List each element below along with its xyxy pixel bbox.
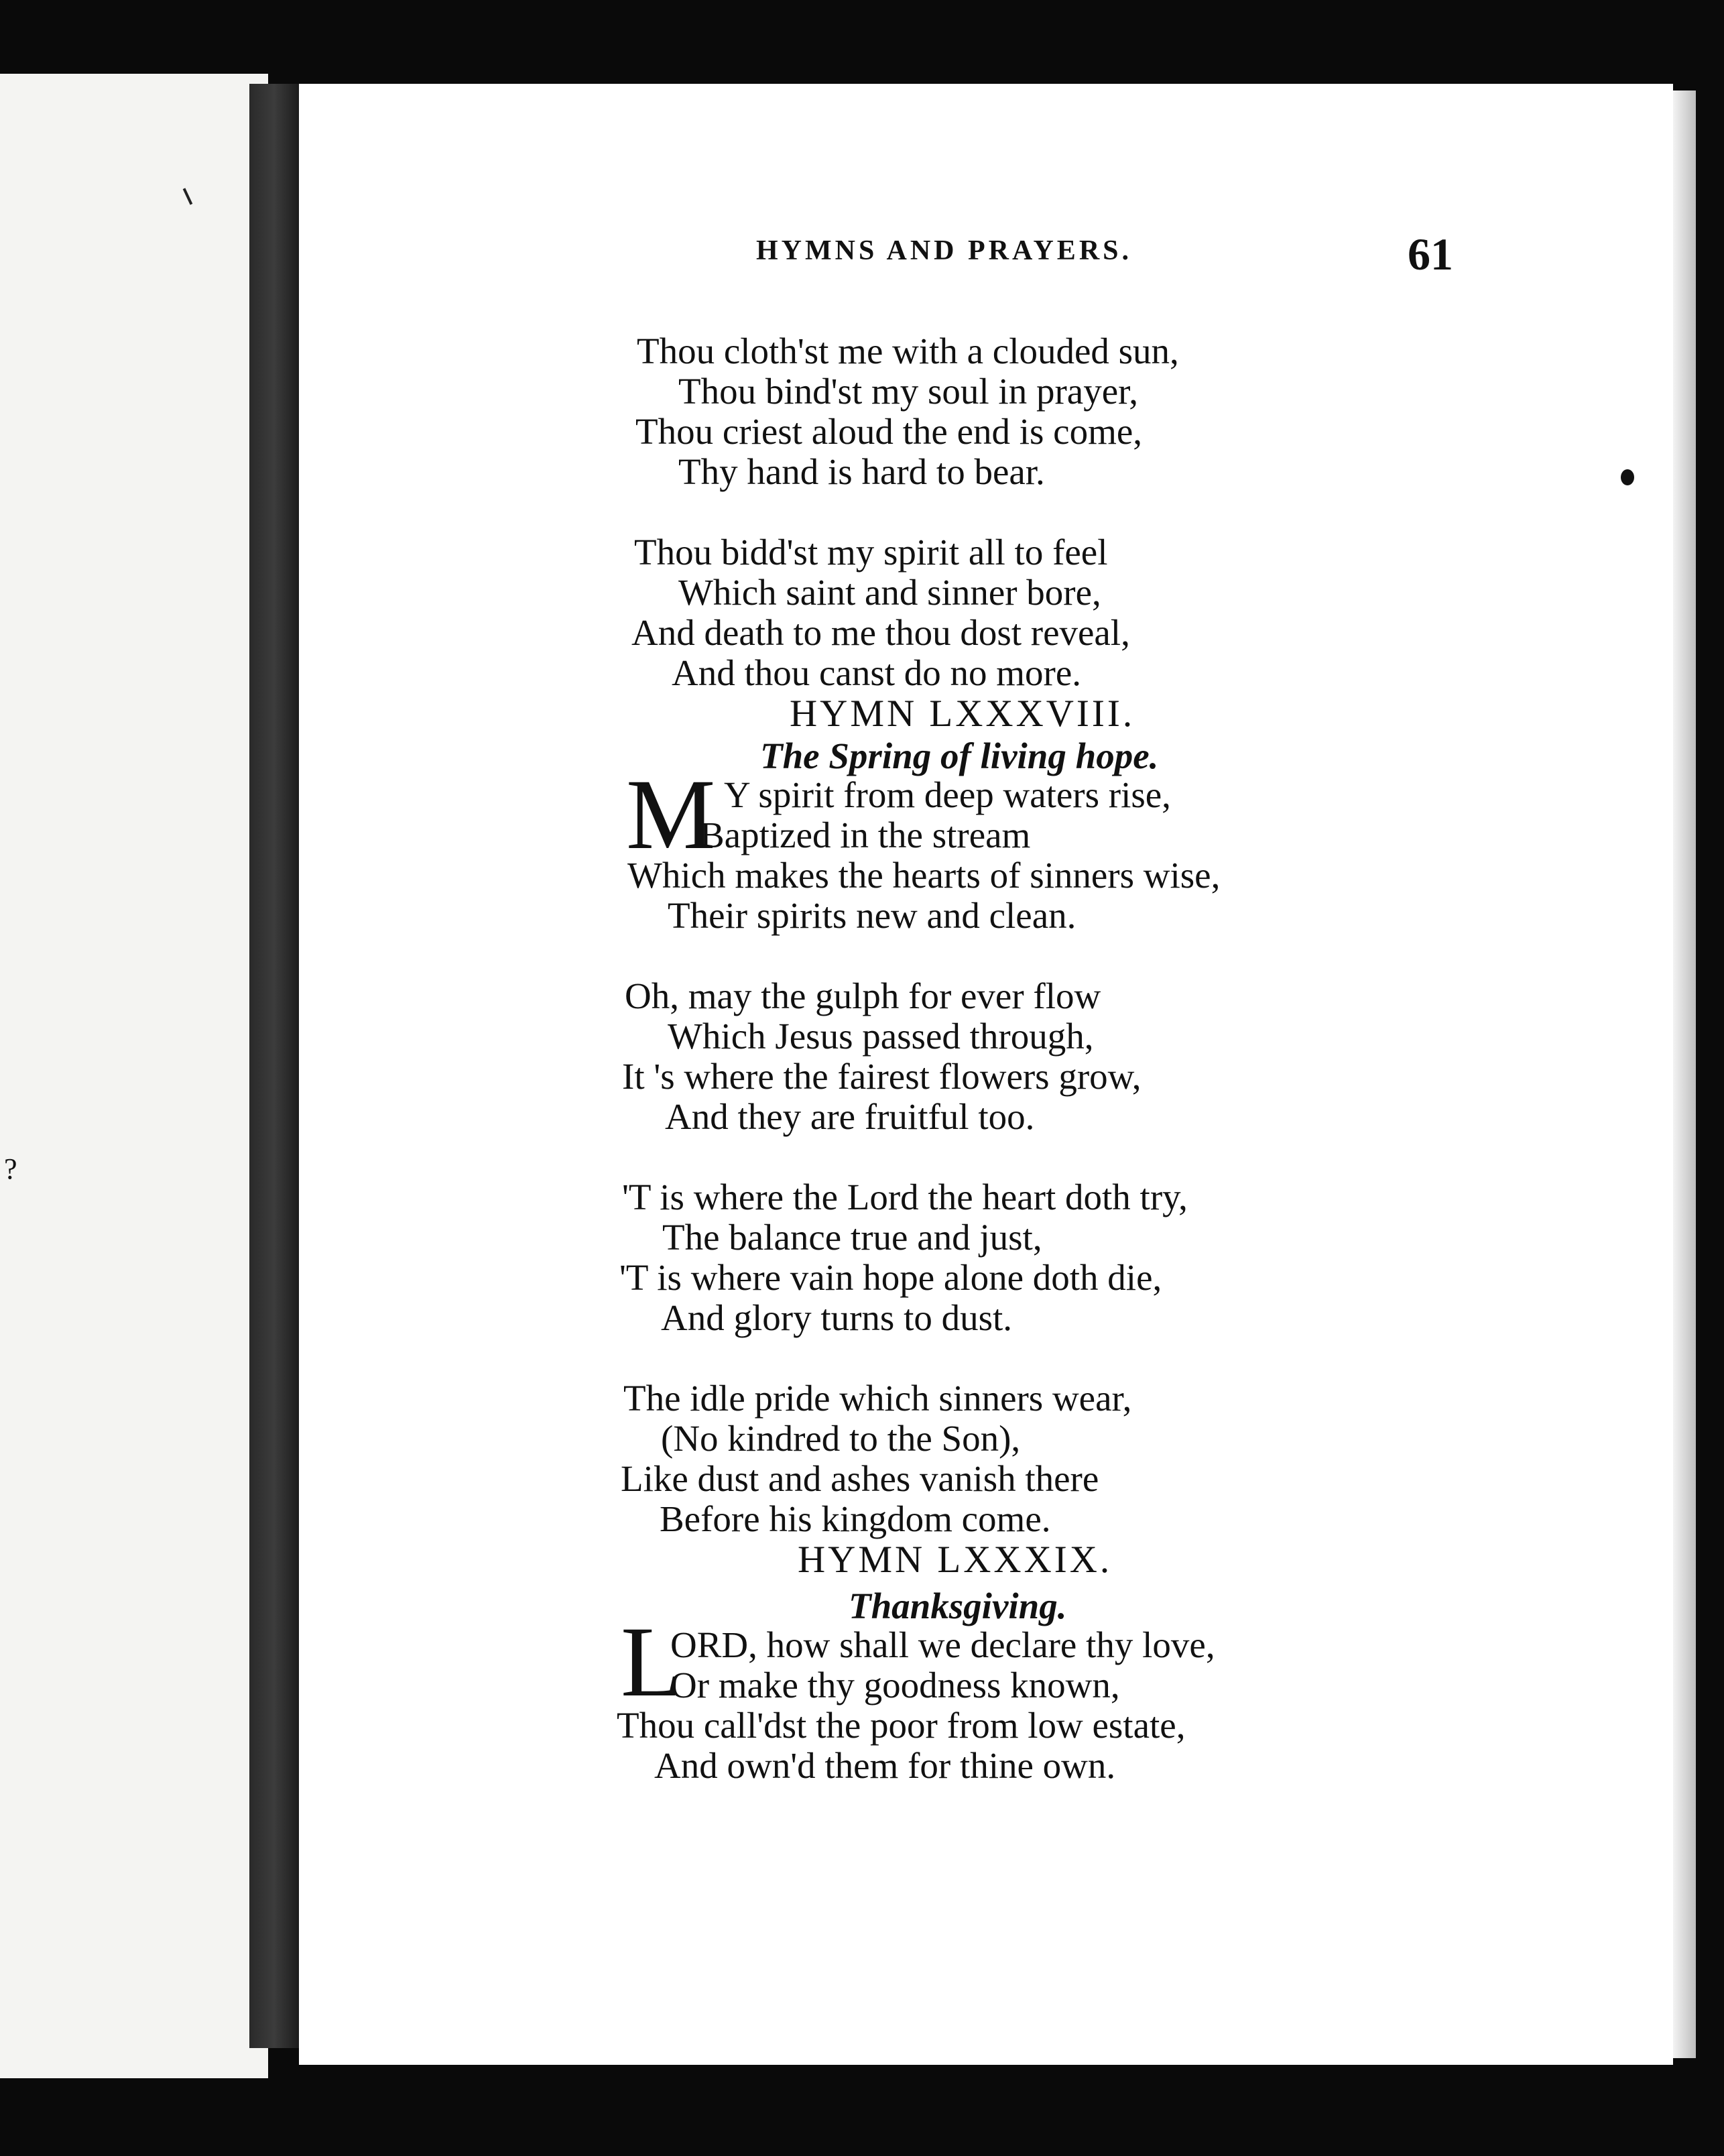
verse-line: Which Jesus passed through,	[668, 1016, 1094, 1057]
verse-line: Or make thy goodness known,	[670, 1665, 1120, 1705]
verse-line: It 's where the fairest flowers grow,	[622, 1056, 1142, 1097]
verse-line: And thou canst do no more.	[672, 652, 1082, 693]
left-page-margin-mark: ?	[4, 1152, 17, 1185]
book-gutter	[249, 84, 299, 2048]
verse-line: Thy hand is hard to bear.	[678, 451, 1045, 492]
verse-line: Thou call'dst the poor from low estate,	[617, 1705, 1186, 1746]
drop-cap: L	[621, 1606, 682, 1718]
verse-line: Thou cloth'st me with a clouded sun,	[637, 331, 1179, 371]
verse-line: Baptized in the stream	[700, 815, 1031, 855]
verse-line: And they are fruitful too.	[665, 1096, 1035, 1137]
running-head: HYMNS AND PRAYERS.	[756, 235, 1133, 266]
page-edge	[1673, 91, 1696, 2058]
verse-line: And death to me thou dost reveal,	[631, 612, 1130, 653]
hymn-title: HYMN LXXXIX.	[798, 1539, 1113, 1581]
verse-line: Oh, may the gulph for ever flow	[625, 975, 1101, 1016]
verse-line: Thou criest aloud the end is come,	[635, 411, 1143, 452]
verse-line: 'T is where the Lord the heart doth try,	[622, 1177, 1188, 1217]
verse-line: And glory turns to dust.	[661, 1297, 1013, 1338]
verse-line: ORD, how shall we declare thy love,	[670, 1624, 1215, 1665]
verse-line: And own'd them for thine own.	[654, 1745, 1116, 1786]
verse-line: Y spirit from deep waters rise,	[724, 774, 1171, 815]
verse-line: Which makes the hearts of sinners wise,	[627, 855, 1221, 896]
ink-blot	[1621, 469, 1634, 485]
verse-line: Before his kingdom come.	[660, 1498, 1051, 1539]
left-page-mark-stroke	[183, 188, 193, 204]
hymn-subtitle: The Spring of living hope.	[760, 735, 1159, 776]
verse-line: Their spirits new and clean.	[668, 895, 1076, 936]
verse-line: Which saint and sinner bore,	[678, 572, 1101, 613]
page-number: 61	[1408, 229, 1453, 280]
verse-line: The balance true and just,	[662, 1217, 1042, 1258]
hymn-title: HYMN LXXXVIII.	[790, 693, 1135, 735]
left-facing-page	[0, 74, 268, 2078]
verse-line: 'T is where vain hope alone doth die,	[619, 1257, 1162, 1298]
verse-line: Like dust and ashes vanish there	[621, 1458, 1099, 1499]
drop-cap: M	[626, 759, 716, 870]
verse-line: Thou bidd'st my spirit all to feel	[634, 532, 1108, 573]
verse-line: Thou bind'st my soul in prayer,	[678, 371, 1138, 412]
hymn-subtitle: Thanksgiving.	[849, 1585, 1067, 1626]
verse-line: The idle pride which sinners wear,	[623, 1378, 1132, 1419]
verse-line: (No kindred to the Son),	[661, 1418, 1021, 1459]
